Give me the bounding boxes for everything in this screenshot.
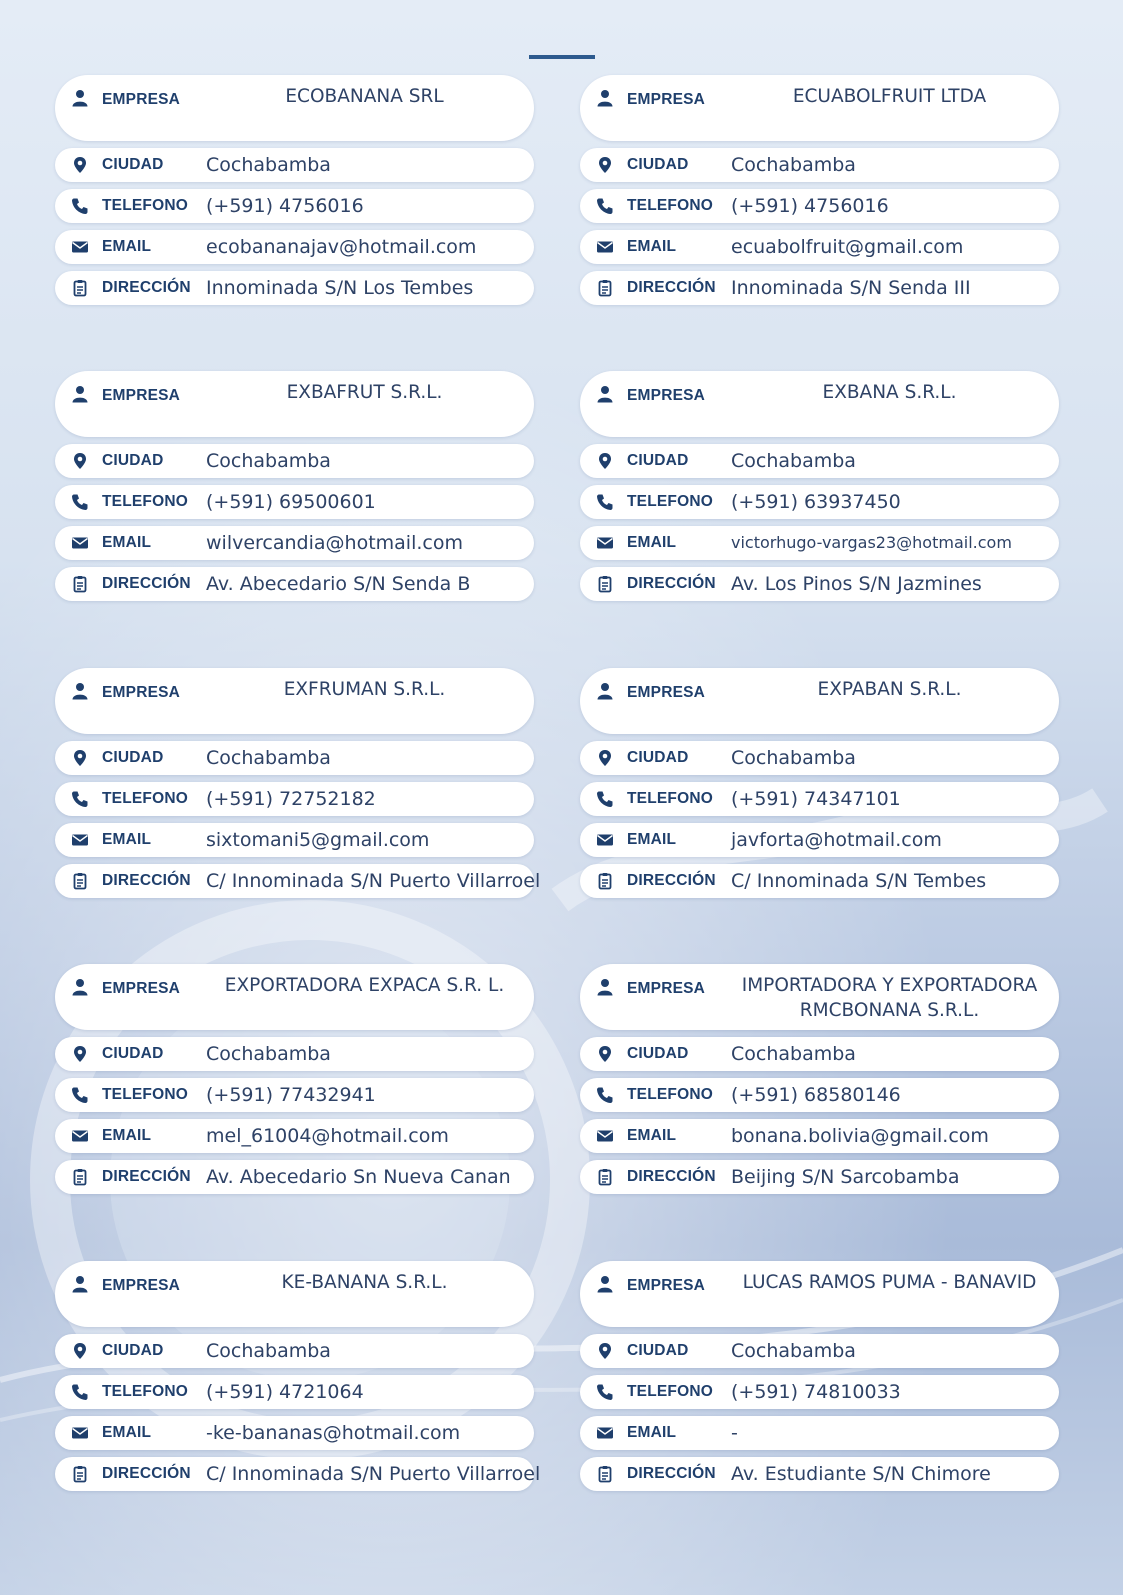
empresa-row: [55, 1261, 534, 1327]
map-pin-icon: [71, 452, 89, 470]
ciudad-label: CIUDAD: [627, 1045, 689, 1062]
ciudad-row: [580, 1334, 1059, 1368]
map-pin-icon: [71, 749, 89, 767]
user-icon: [596, 89, 614, 107]
email-value: mel_61004@hotmail.com: [206, 1125, 449, 1147]
ciudad-value: Cochabamba: [206, 450, 331, 472]
company-card: [55, 1261, 541, 1496]
telefono-label: TELEFONO: [102, 1086, 188, 1103]
user-icon: [71, 385, 89, 403]
empresa-row: [55, 371, 534, 437]
email-value: wilvercandia@hotmail.com: [206, 532, 463, 554]
telefono-label: TELEFONO: [627, 1086, 713, 1103]
empresa-label: EMPRESA: [102, 1277, 181, 1294]
email-row: [55, 526, 534, 560]
direccion-value: Innominada S/N Senda III: [731, 277, 971, 299]
empresa-label: EMPRESA: [627, 684, 706, 701]
ciudad-row: [580, 444, 1059, 478]
user-icon: [596, 385, 614, 403]
telefono-value: (+591) 4756016: [206, 195, 364, 217]
direccion-row: [580, 567, 1059, 601]
direccion-row: [55, 864, 541, 898]
clipboard-icon: [71, 1465, 89, 1483]
email-row: [55, 230, 534, 264]
top-accent-line: [529, 55, 595, 59]
phone-icon: [596, 1086, 614, 1104]
telefono-value: (+591) 74347101: [731, 788, 901, 810]
telefono-label: TELEFONO: [627, 790, 713, 807]
empresa-value: ECUABOLFRUIT LTDA: [792, 86, 987, 107]
ciudad-value: Cochabamba: [206, 747, 331, 769]
telefono-label: TELEFONO: [627, 493, 713, 510]
empresa-label: EMPRESA: [627, 387, 706, 404]
envelope-icon: [71, 1424, 89, 1442]
email-label: EMAIL: [102, 238, 152, 255]
email-row: [55, 823, 534, 857]
clipboard-icon: [596, 1465, 614, 1483]
clipboard-icon: [71, 872, 89, 890]
email-label: EMAIL: [627, 1127, 677, 1144]
telefono-value: (+591) 68580146: [731, 1084, 901, 1106]
empresa-label: EMPRESA: [102, 387, 181, 404]
email-value: victorhugo-vargas23@hotmail.com: [731, 533, 1012, 552]
email-row: [55, 1119, 534, 1153]
company-card: [55, 668, 541, 903]
ciudad-label: CIUDAD: [627, 452, 689, 469]
ciudad-value: Cochabamba: [206, 1340, 331, 1362]
envelope-icon: [596, 534, 614, 552]
empresa-row: [580, 371, 1059, 437]
direccion-value: Beijing S/N Sarcobamba: [731, 1166, 960, 1188]
direccion-label: DIRECCIÓN: [102, 1465, 191, 1482]
envelope-icon: [71, 831, 89, 849]
ciudad-row: [55, 741, 534, 775]
company-card: [580, 964, 1059, 1199]
ciudad-label: CIUDAD: [102, 1045, 164, 1062]
map-pin-icon: [596, 452, 614, 470]
ciudad-value: Cochabamba: [731, 747, 856, 769]
empresa-value: ECOBANANA SRL: [285, 86, 444, 107]
envelope-icon: [71, 1127, 89, 1145]
company-card: [55, 964, 534, 1199]
envelope-icon: [596, 831, 614, 849]
email-row: [580, 1416, 1059, 1450]
clipboard-icon: [596, 575, 614, 593]
empresa-row: [580, 75, 1059, 141]
map-pin-icon: [71, 1342, 89, 1360]
empresa-label: EMPRESA: [102, 684, 181, 701]
telefono-label: TELEFONO: [102, 197, 188, 214]
clipboard-icon: [596, 872, 614, 890]
telefono-row: [55, 189, 534, 223]
direccion-value: Av. Los Pinos S/N Jazmines: [731, 573, 982, 595]
email-value: ecuabolfruit@gmail.com: [731, 236, 964, 258]
email-row: [580, 823, 1059, 857]
direccion-value: C/ Innominada S/N Puerto Villarroel: [206, 1463, 541, 1485]
telefono-row: [55, 1078, 534, 1112]
user-icon: [71, 682, 89, 700]
email-row: [580, 526, 1059, 560]
direccion-row: [55, 567, 534, 601]
ciudad-row: [580, 741, 1059, 775]
direccion-row: [580, 271, 1059, 305]
ciudad-label: CIUDAD: [627, 156, 689, 173]
ciudad-row: [580, 1037, 1059, 1071]
telefono-value: (+591) 4756016: [731, 195, 889, 217]
phone-icon: [596, 1383, 614, 1401]
ciudad-label: CIUDAD: [102, 1342, 164, 1359]
email-row: [580, 230, 1059, 264]
user-icon: [596, 682, 614, 700]
direccion-value: Av. Abecedario S/N Senda B: [206, 573, 471, 595]
company-card: [580, 75, 1059, 310]
envelope-icon: [71, 534, 89, 552]
telefono-row: [580, 1375, 1059, 1409]
empresa-label: EMPRESA: [627, 980, 706, 997]
email-value: javforta@hotmail.com: [731, 829, 942, 851]
envelope-icon: [596, 238, 614, 256]
empresa-row: [55, 964, 534, 1030]
telefono-value: (+591) 4721064: [206, 1381, 364, 1403]
ciudad-value: Cochabamba: [731, 1043, 856, 1065]
ciudad-row: [55, 444, 534, 478]
map-pin-icon: [596, 1045, 614, 1063]
ciudad-row: [55, 1334, 534, 1368]
clipboard-icon: [596, 1168, 614, 1186]
ciudad-value: Cochabamba: [731, 154, 856, 176]
direccion-row: [55, 271, 534, 305]
user-icon: [71, 978, 89, 996]
ciudad-value: Cochabamba: [206, 1043, 331, 1065]
phone-icon: [71, 493, 89, 511]
direccion-label: DIRECCIÓN: [102, 872, 191, 889]
empresa-value: KE-BANANA S.R.L.: [281, 1272, 448, 1293]
phone-icon: [596, 790, 614, 808]
phone-icon: [71, 790, 89, 808]
user-icon: [596, 978, 614, 996]
telefono-value: (+591) 77432941: [206, 1084, 376, 1106]
phone-icon: [596, 493, 614, 511]
empresa-row: [55, 668, 534, 734]
direccion-label: DIRECCIÓN: [102, 575, 191, 592]
ciudad-value: Cochabamba: [206, 154, 331, 176]
direccion-label: DIRECCIÓN: [102, 1168, 191, 1185]
user-icon: [71, 1275, 89, 1293]
telefono-value: (+591) 72752182: [206, 788, 376, 810]
telefono-label: TELEFONO: [102, 1383, 188, 1400]
map-pin-icon: [596, 749, 614, 767]
empresa-label: EMPRESA: [102, 980, 181, 997]
ciudad-label: CIUDAD: [627, 749, 689, 766]
email-label: EMAIL: [627, 831, 677, 848]
clipboard-icon: [71, 279, 89, 297]
direccion-label: DIRECCIÓN: [627, 575, 716, 592]
empresa-value: EXPABAN S.R.L.: [817, 679, 962, 700]
empresa-value: LUCAS RAMOS PUMA - BANAVID: [742, 1272, 1037, 1293]
direccion-row: [580, 1160, 1059, 1194]
direccion-value: Innominada S/N Los Tembes: [206, 277, 474, 299]
telefono-label: TELEFONO: [102, 790, 188, 807]
clipboard-icon: [596, 279, 614, 297]
empresa-value: EXFRUMAN S.R.L.: [283, 679, 446, 700]
phone-icon: [596, 197, 614, 215]
direccion-row: [55, 1160, 534, 1194]
empresa-row: [580, 1261, 1059, 1327]
ciudad-value: Cochabamba: [731, 450, 856, 472]
clipboard-icon: [71, 1168, 89, 1186]
email-row: [55, 1416, 534, 1450]
telefono-value: (+591) 63937450: [731, 491, 901, 513]
ciudad-row: [55, 1037, 534, 1071]
direccion-row: [580, 1457, 1059, 1491]
envelope-icon: [596, 1424, 614, 1442]
map-pin-icon: [596, 156, 614, 174]
user-icon: [596, 1275, 614, 1293]
email-row: [580, 1119, 1059, 1153]
email-label: EMAIL: [102, 534, 152, 551]
telefono-row: [580, 485, 1059, 519]
email-label: EMAIL: [102, 831, 152, 848]
company-card: [580, 371, 1059, 606]
empresa-row: [580, 668, 1059, 734]
user-icon: [71, 89, 89, 107]
empresa-label: EMPRESA: [627, 1277, 706, 1294]
ciudad-label: CIUDAD: [102, 156, 164, 173]
telefono-label: TELEFONO: [627, 197, 713, 214]
ciudad-label: CIUDAD: [102, 749, 164, 766]
ciudad-label: CIUDAD: [102, 452, 164, 469]
ciudad-label: CIUDAD: [627, 1342, 689, 1359]
email-label: EMAIL: [627, 1424, 677, 1441]
email-value: -: [731, 1422, 738, 1444]
email-value: bonana.bolivia@gmail.com: [731, 1125, 989, 1147]
email-label: EMAIL: [102, 1424, 152, 1441]
direccion-value: Av. Estudiante S/N Chimore: [731, 1463, 991, 1485]
email-value: -ke-bananas@hotmail.com: [206, 1422, 461, 1444]
empresa-value: IMPORTADORA Y EXPORTADORA RMCBONANA S.R.L.: [741, 975, 1038, 1021]
telefono-row: [55, 782, 534, 816]
map-pin-icon: [596, 1342, 614, 1360]
ciudad-value: Cochabamba: [731, 1340, 856, 1362]
empresa-row: [55, 75, 534, 141]
direccion-row: [55, 1457, 541, 1491]
telefono-row: [580, 189, 1059, 223]
telefono-row: [55, 1375, 534, 1409]
company-card: [55, 371, 534, 606]
envelope-icon: [71, 238, 89, 256]
map-pin-icon: [71, 1045, 89, 1063]
empresa-value: EXBAFRUT S.R.L.: [286, 382, 443, 403]
phone-icon: [71, 1383, 89, 1401]
direccion-row: [580, 864, 1059, 898]
telefono-row: [580, 1078, 1059, 1112]
direccion-label: DIRECCIÓN: [627, 1465, 716, 1482]
empresa-row: [580, 964, 1059, 1030]
map-pin-icon: [71, 156, 89, 174]
direccion-label: DIRECCIÓN: [627, 279, 716, 296]
telefono-label: TELEFONO: [627, 1383, 713, 1400]
telefono-value: (+591) 69500601: [206, 491, 376, 513]
company-card: [55, 75, 534, 310]
company-card: [580, 668, 1059, 903]
telefono-label: TELEFONO: [102, 493, 188, 510]
empresa-value: EXBANA S.R.L.: [822, 382, 957, 403]
phone-icon: [71, 197, 89, 215]
email-value: sixtomani5@gmail.com: [206, 829, 430, 851]
email-value: ecobananajav@hotmail.com: [206, 236, 477, 258]
empresa-label: EMPRESA: [102, 91, 181, 108]
email-label: EMAIL: [627, 534, 677, 551]
company-card: [580, 1261, 1059, 1496]
telefono-value: (+591) 74810033: [731, 1381, 901, 1403]
telefono-row: [580, 782, 1059, 816]
clipboard-icon: [71, 575, 89, 593]
telefono-row: [55, 485, 534, 519]
envelope-icon: [596, 1127, 614, 1145]
email-label: EMAIL: [102, 1127, 152, 1144]
empresa-label: EMPRESA: [627, 91, 706, 108]
direccion-value: C/ Innominada S/N Tembes: [731, 870, 987, 892]
email-label: EMAIL: [627, 238, 677, 255]
phone-icon: [71, 1086, 89, 1104]
direccion-label: DIRECCIÓN: [627, 872, 716, 889]
direccion-label: DIRECCIÓN: [627, 1168, 716, 1185]
ciudad-row: [55, 148, 534, 182]
direccion-value: Av. Abecedario Sn Nueva Canan: [206, 1166, 511, 1188]
ciudad-row: [580, 148, 1059, 182]
direccion-value: C/ Innominada S/N Puerto Villarroel: [206, 870, 541, 892]
empresa-value: EXPORTADORA EXPACA S.R. L.: [224, 975, 505, 996]
direccion-label: DIRECCIÓN: [102, 279, 191, 296]
